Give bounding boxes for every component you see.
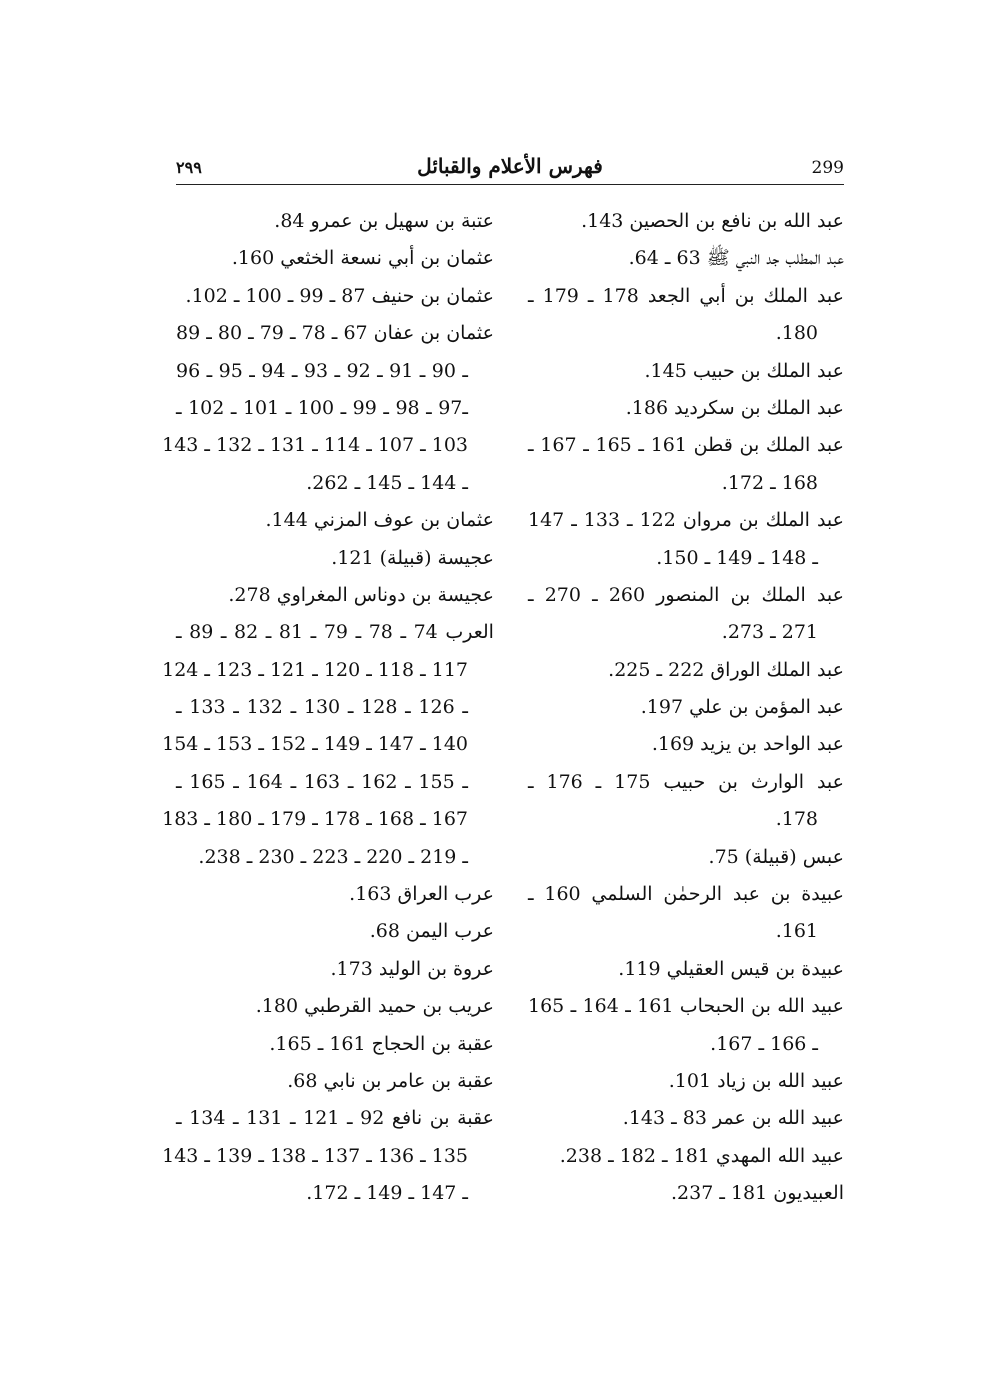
index-entry: عروة بن الوليد 173.	[330, 957, 494, 980]
index-entry: عبد الملك الوراق 222 ـ 225.	[608, 658, 844, 681]
index-entry: عبد الواحد بن يزيد 169.	[651, 733, 844, 756]
index-entry: عثمان بن عفان 67 ـ 78 ـ 79 ـ 80 ـ 89	[176, 322, 495, 345]
index-entry: عبد المطلب جد النبي ﷺ 63 ـ 64.	[628, 247, 844, 270]
index-entry-continuation: ـ97 ـ 98 ـ 99 ـ 100 ـ 101 ـ 102 ـ	[176, 396, 468, 419]
header-rule	[176, 184, 844, 185]
index-entry: عجيسة بن دوناس المغراوي 278.	[228, 583, 494, 606]
index-entry: عقبة بن الحجاج 161 ـ 165.	[269, 1032, 494, 1055]
index-entry: عبد المؤمن بن علي 197.	[640, 696, 844, 719]
index-entry: عبد الملك بن المنصور 260 ـ 270 ـ	[528, 583, 845, 606]
index-entry: عبيد الله بن زياد 101.	[668, 1069, 844, 1092]
index-entry: عقبة بن عامر بن نابي 68.	[287, 1069, 494, 1092]
index-entry: عبد الملك بن حبيب 145.	[644, 359, 844, 382]
index-entry-continuation: ـ 219 ـ 220 ـ 223 ـ 230 ـ 238.	[198, 845, 468, 868]
index-entry-continuation: ـ 126 ـ 128 ـ 130 ـ 132 ـ 133 ـ	[176, 696, 468, 719]
index-entry-continuation: ـ 166 ـ 167.	[710, 1032, 818, 1055]
index-entry-continuation: 167 ـ 168 ـ 178 ـ 179 ـ 180 ـ 183	[162, 808, 468, 831]
index-entry: عبد الله بن نافع بن الحصين 143.	[581, 210, 844, 232]
index-entry-continuation: 180.	[775, 322, 818, 345]
index-entry: عتبة بن سهيل بن عمرو 84.	[274, 210, 494, 232]
index-entry-continuation: 140 ـ 147 ـ 149 ـ 152 ـ 153 ـ 154	[162, 733, 468, 756]
index-entry-continuation: ـ 90 ـ 91 ـ 92 ـ 93 ـ 94 ـ 95 ـ 96	[176, 359, 468, 382]
index-entry: عبيدة بن عبد الرحمٰن السلمي 160 ـ	[528, 883, 844, 906]
index-entry-continuation: 168 ـ 172.	[721, 471, 818, 494]
index-entry: عريب بن حميد القرطبي 180.	[255, 995, 494, 1018]
index-entry: عبد الملك بن أبي الجعد 178 ـ 179 ـ	[528, 284, 844, 307]
index-entry: عبد الملك بن قطن 161 ـ 165 ـ 167 ـ	[528, 434, 844, 457]
index-entry-continuation: 103 ـ 107 ـ 114 ـ 131 ـ 132 ـ 143	[162, 434, 468, 457]
index-entry: عبيد الله بن الحبحاب 161 ـ 164 ـ 165	[528, 995, 844, 1018]
index-entry: عثمان بن أبي نسعة الخثعي 160.	[231, 247, 494, 270]
index-entry-continuation: ـ 147 ـ 149 ـ 172.	[306, 1182, 468, 1205]
index-entry-continuation: ـ 144 ـ 145 ـ 262.	[306, 471, 468, 494]
index-entry-continuation: 161.	[775, 920, 818, 943]
index-entry: العرب 74 ـ 78 ـ 79 ـ 81 ـ 82 ـ 89 ـ	[176, 621, 494, 644]
index-entry: عرب العراق 163.	[349, 883, 494, 906]
index-entry: عثمان بن عوف المزني 144.	[265, 509, 494, 532]
index-entry: عقبة بن نافع 92 ـ 121 ـ 131 ـ 134 ـ	[176, 1107, 494, 1130]
index-entry: عبيد الله بن عمر 83 ـ 143.	[622, 1107, 844, 1130]
index-entry: عبيدة بن قيس العقيلي 119.	[618, 957, 844, 980]
index-column-left	[162, 203, 495, 1213]
index-entry-continuation: 178.	[775, 808, 818, 831]
header-title: فهرس الأعلام والقبائل	[417, 154, 603, 178]
index-entry-continuation: ـ 155 ـ 162 ـ 163 ـ 164 ـ 165 ـ	[176, 770, 468, 793]
index-column-right	[528, 203, 844, 1213]
index-entry-continuation: 135 ـ 136 ـ 137 ـ 138 ـ 139 ـ 143	[162, 1144, 468, 1167]
index-entry: عبيد الله المهدي 181 ـ 182 ـ 238.	[559, 1144, 844, 1167]
index-entry: عجيسة (قبيلة) 121.	[331, 546, 494, 569]
index-entry: عثمان بن حنيف 87 ـ 99 ـ 100 ـ 102.	[185, 284, 494, 307]
index-entry-continuation: 271 ـ 273.	[721, 621, 818, 644]
page-number-arabic: ٢٩٩	[176, 158, 202, 177]
index-entry-continuation: 117 ـ 118 ـ 120 ـ 121 ـ 123 ـ 124	[162, 658, 468, 681]
index-entry: عبد الملك بن سكرديد 186.	[625, 396, 844, 419]
index-entry: عبس (قبيلة) 75.	[708, 845, 844, 868]
running-header	[176, 150, 844, 186]
index-entry: العبيديون 181 ـ 237.	[670, 1182, 844, 1205]
index-entry-continuation: ـ 148 ـ 149 ـ 150.	[656, 546, 818, 569]
index-entry: عرب اليمن 68.	[369, 920, 494, 943]
index-entry: عبد الملك بن مروان 122 ـ 133 ـ 147	[528, 509, 844, 532]
page-number: 299	[811, 158, 844, 178]
index-entry: عبد الوارث بن حبيب 175 ـ 176 ـ	[528, 770, 845, 793]
